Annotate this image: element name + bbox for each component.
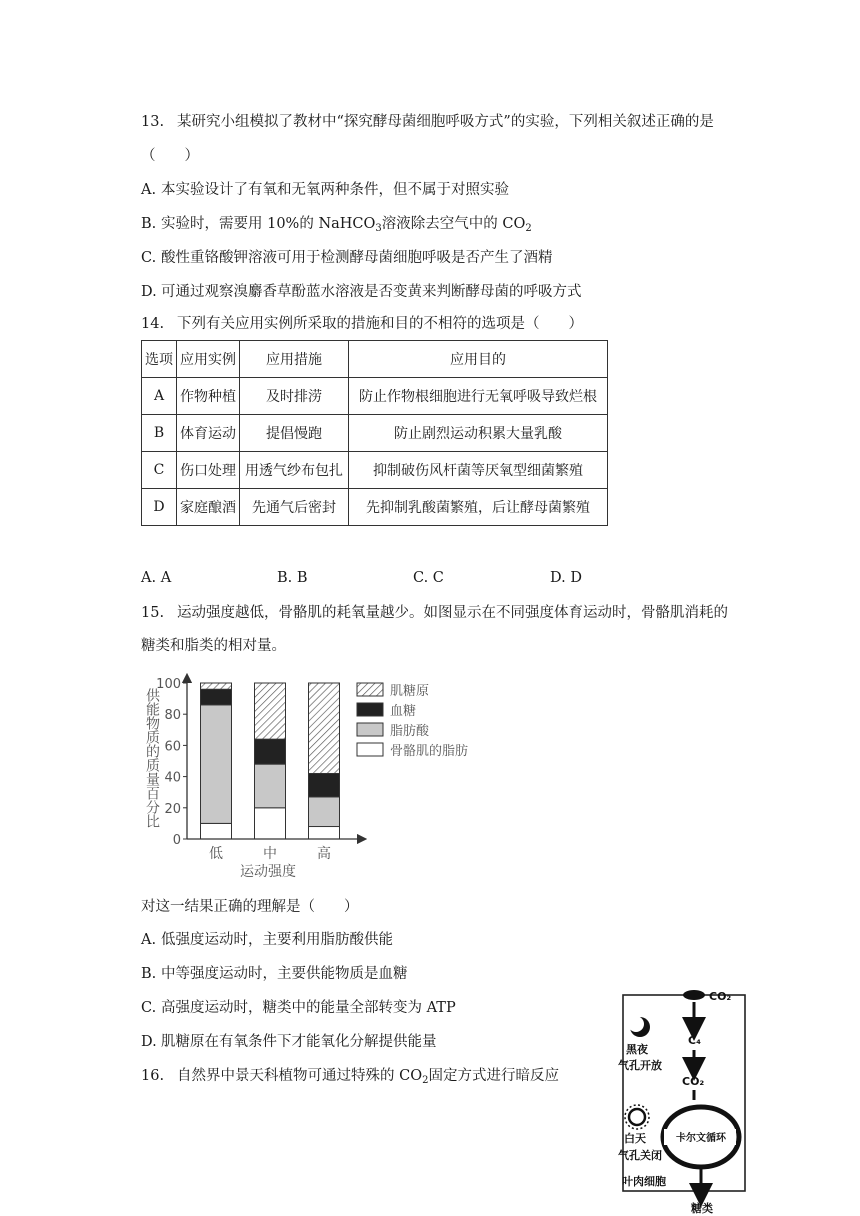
option-text: 肌糖原在有氧条件下才能氧化分解提供能量 (161, 1034, 437, 1050)
table-header-cell: 选项 (142, 341, 177, 378)
option-text: C (432, 570, 444, 586)
stoma-icon (683, 990, 705, 1000)
x-tick-label: 低 (209, 846, 223, 862)
y-tick-label: 40 (164, 770, 181, 786)
bar-segment (201, 823, 232, 839)
table-cell: 抑制破伤风杆菌等厌氧型细菌繁殖 (349, 452, 608, 489)
sugar-label: 糖类 (691, 1202, 713, 1215)
bar-segment (255, 683, 286, 739)
q16-stem (141, 1066, 559, 1091)
legend-label: 骨骼肌的脂肪 (390, 744, 469, 759)
option-letter: B. (277, 570, 293, 586)
subscript: 2 (525, 223, 532, 234)
table-cell: B (142, 415, 177, 452)
q15-option-c[interactable] (141, 998, 456, 1018)
table-row (142, 378, 608, 415)
legend-swatch (357, 743, 383, 756)
option-letter: C. (413, 570, 429, 586)
bars-group (201, 683, 340, 839)
stoma-closed-label: 气孔关闭 (618, 1149, 662, 1162)
legend-label: 血糖 (390, 704, 417, 719)
question-text: 固定方式进行暗反应 (428, 1068, 559, 1084)
table-row (142, 415, 608, 452)
y-axis-label: 供能物质的质量百分比 (144, 688, 160, 828)
q14-answer-a[interactable] (141, 570, 171, 586)
q15-option-d[interactable] (141, 1032, 437, 1052)
bar-segment (201, 683, 232, 689)
option-letter: A. (141, 932, 157, 948)
q14-answer-d[interactable] (550, 570, 582, 586)
table-cell: 体育运动 (177, 415, 240, 452)
option-text: B (296, 570, 308, 586)
option-text: 可通过观察溴麝香草酚蓝水溶液是否变黄来判断酵母菌的呼吸方式 (161, 284, 582, 300)
option-text: 中等强度运动时，主要供能物质是血糖 (161, 966, 408, 982)
legend-swatch (357, 683, 383, 696)
y-tick-label: 0 (172, 833, 181, 848)
table-row (142, 489, 608, 526)
x-tick-label: 中 (263, 846, 277, 862)
y-tick-label: 80 (164, 708, 181, 724)
y-tick-label: 100 (156, 677, 181, 692)
option-letter: B. (141, 216, 157, 232)
legend-swatch (357, 723, 383, 736)
moon-icon (628, 1016, 644, 1032)
night-label: 黑夜 (626, 1043, 648, 1056)
day-label: 白天 (624, 1132, 646, 1145)
table-header-cell: 应用实例 (177, 341, 240, 378)
table-cell: 家庭酿酒 (177, 489, 240, 526)
q13-option-c[interactable] (141, 248, 553, 268)
q14-answer-c[interactable] (413, 570, 444, 586)
bar-segment (309, 683, 340, 773)
legend-label: 脂肪酸 (390, 724, 430, 739)
question-text: 自然界中景天科植物可通过特殊的 CO (177, 1068, 423, 1084)
question-text: 某研究小组模拟了教材中“探究酵母菌细胞呼吸方式”的实验，下列相关叙述正确的是 (177, 114, 714, 130)
q15-stem-line2: 糖类和脂类的相对量。 (141, 638, 286, 654)
option-text: 实验时，需要用 10%的 NaHCO (161, 216, 376, 232)
x-tick-label: 高 (317, 846, 331, 862)
option-letter: D. (550, 570, 566, 586)
legend-label: 肌糖原 (390, 684, 430, 699)
table-header-cell: 应用目的 (349, 341, 608, 378)
table-cell: 用透气纱布包扎 (240, 452, 349, 489)
bar-segment (201, 689, 232, 705)
option-text: 高强度运动时，糖类中的能量全部转变为 ATP (161, 1000, 456, 1016)
bar-segment (255, 808, 286, 839)
option-letter: A. (141, 182, 157, 198)
option-text: 低强度运动时，主要利用脂肪酸供能 (161, 932, 393, 948)
table-cell: 先通气后密封 (240, 489, 349, 526)
q15-stem (141, 603, 728, 623)
c4-label: C₄ (688, 1034, 701, 1047)
x-axis-label: 运动强度 (240, 864, 296, 880)
option-text: 本实验设计了有氧和无氧两种条件，但不属于对照实验 (161, 182, 509, 198)
table-cell: 提倡慢跑 (240, 415, 349, 452)
question-number: 16. (141, 1068, 165, 1084)
option-letter: C. (141, 1000, 157, 1016)
table-cell: 防止作物根细胞进行无氧呼吸导致烂根 (349, 378, 608, 415)
subscript: 3 (375, 223, 382, 234)
table-header-row (142, 341, 608, 378)
option-text: D (570, 570, 582, 586)
question-text: 下列有关应用实例所采取的措施和目的不相符的选项是（ ） (177, 316, 583, 332)
table-cell: 伤口处理 (177, 452, 240, 489)
q13-option-a[interactable] (141, 180, 509, 200)
mesophyll-cell-label: 叶肉细胞 (622, 1175, 666, 1188)
table-cell: 作物种植 (177, 378, 240, 415)
x-ticks-group (209, 845, 331, 862)
y-tick-label: 60 (164, 739, 181, 755)
question-number: 14. (141, 316, 165, 332)
bar-segment (309, 797, 340, 827)
legend (357, 683, 468, 759)
y-ticks-group (156, 677, 187, 848)
option-letter: D. (141, 1034, 157, 1050)
q13-option-d[interactable] (141, 282, 582, 302)
q13-option-b[interactable] (141, 214, 532, 239)
bar-segment (255, 739, 286, 764)
cam-diagram (612, 978, 757, 1216)
option-letter: C. (141, 250, 157, 266)
bar-segment (255, 764, 286, 808)
table-cell: D (142, 489, 177, 526)
option-text: A (160, 570, 172, 586)
option-text: 酸性重铬酸钾溶液可用于检测酵母菌细胞呼吸是否产生了酒精 (161, 250, 553, 266)
legend-swatch (357, 703, 383, 716)
y-tick-label: 20 (164, 801, 181, 817)
table-cell: C (142, 452, 177, 489)
table-cell: A (142, 378, 177, 415)
bar-segment (309, 773, 340, 796)
stacked-bar-chart (130, 666, 500, 888)
question-number: 15. (141, 605, 165, 621)
table-cell: 防止剧烈运动积累大量乳酸 (349, 415, 608, 452)
q15-option-b[interactable] (141, 964, 408, 984)
table-header-cell: 应用措施 (240, 341, 349, 378)
table-row (142, 452, 608, 489)
question-text: 运动强度越低，骨骼肌的耗氧量越少。如图显示在不同强度体育运动时，骨骼肌消耗的 (177, 605, 728, 621)
q15-option-a[interactable] (141, 930, 393, 950)
q14-answer-b[interactable] (277, 570, 308, 586)
q13-paren: （ ） (141, 148, 199, 164)
bar-segment (201, 705, 232, 824)
co2-mid-label: CO₂ (682, 1075, 705, 1088)
option-letter: B. (141, 966, 157, 982)
q14-stem (141, 314, 583, 334)
calvin-cycle-label: 卡尔文循环 (676, 1133, 726, 1144)
stoma-open-label: 气孔开放 (618, 1059, 662, 1072)
question-number: 13. (141, 114, 165, 130)
q13-stem (141, 112, 714, 132)
bar-segment (309, 827, 340, 839)
table-cell: 及时排涝 (240, 378, 349, 415)
option-letter: A. (141, 570, 157, 586)
option-text: 溶液除去空气中的 CO (381, 216, 526, 232)
table-cell: 先抑制乳酸菌繁殖，后让酵母菌繁殖 (349, 489, 608, 526)
sun-icon (629, 1109, 645, 1125)
subscript: 2 (422, 1075, 429, 1086)
q14-table (141, 340, 608, 526)
co2-top-label: CO₂ (709, 990, 732, 1003)
q15-after-chart: 对这一结果正确的理解是（ ） (141, 899, 359, 915)
option-letter: D. (141, 284, 157, 300)
